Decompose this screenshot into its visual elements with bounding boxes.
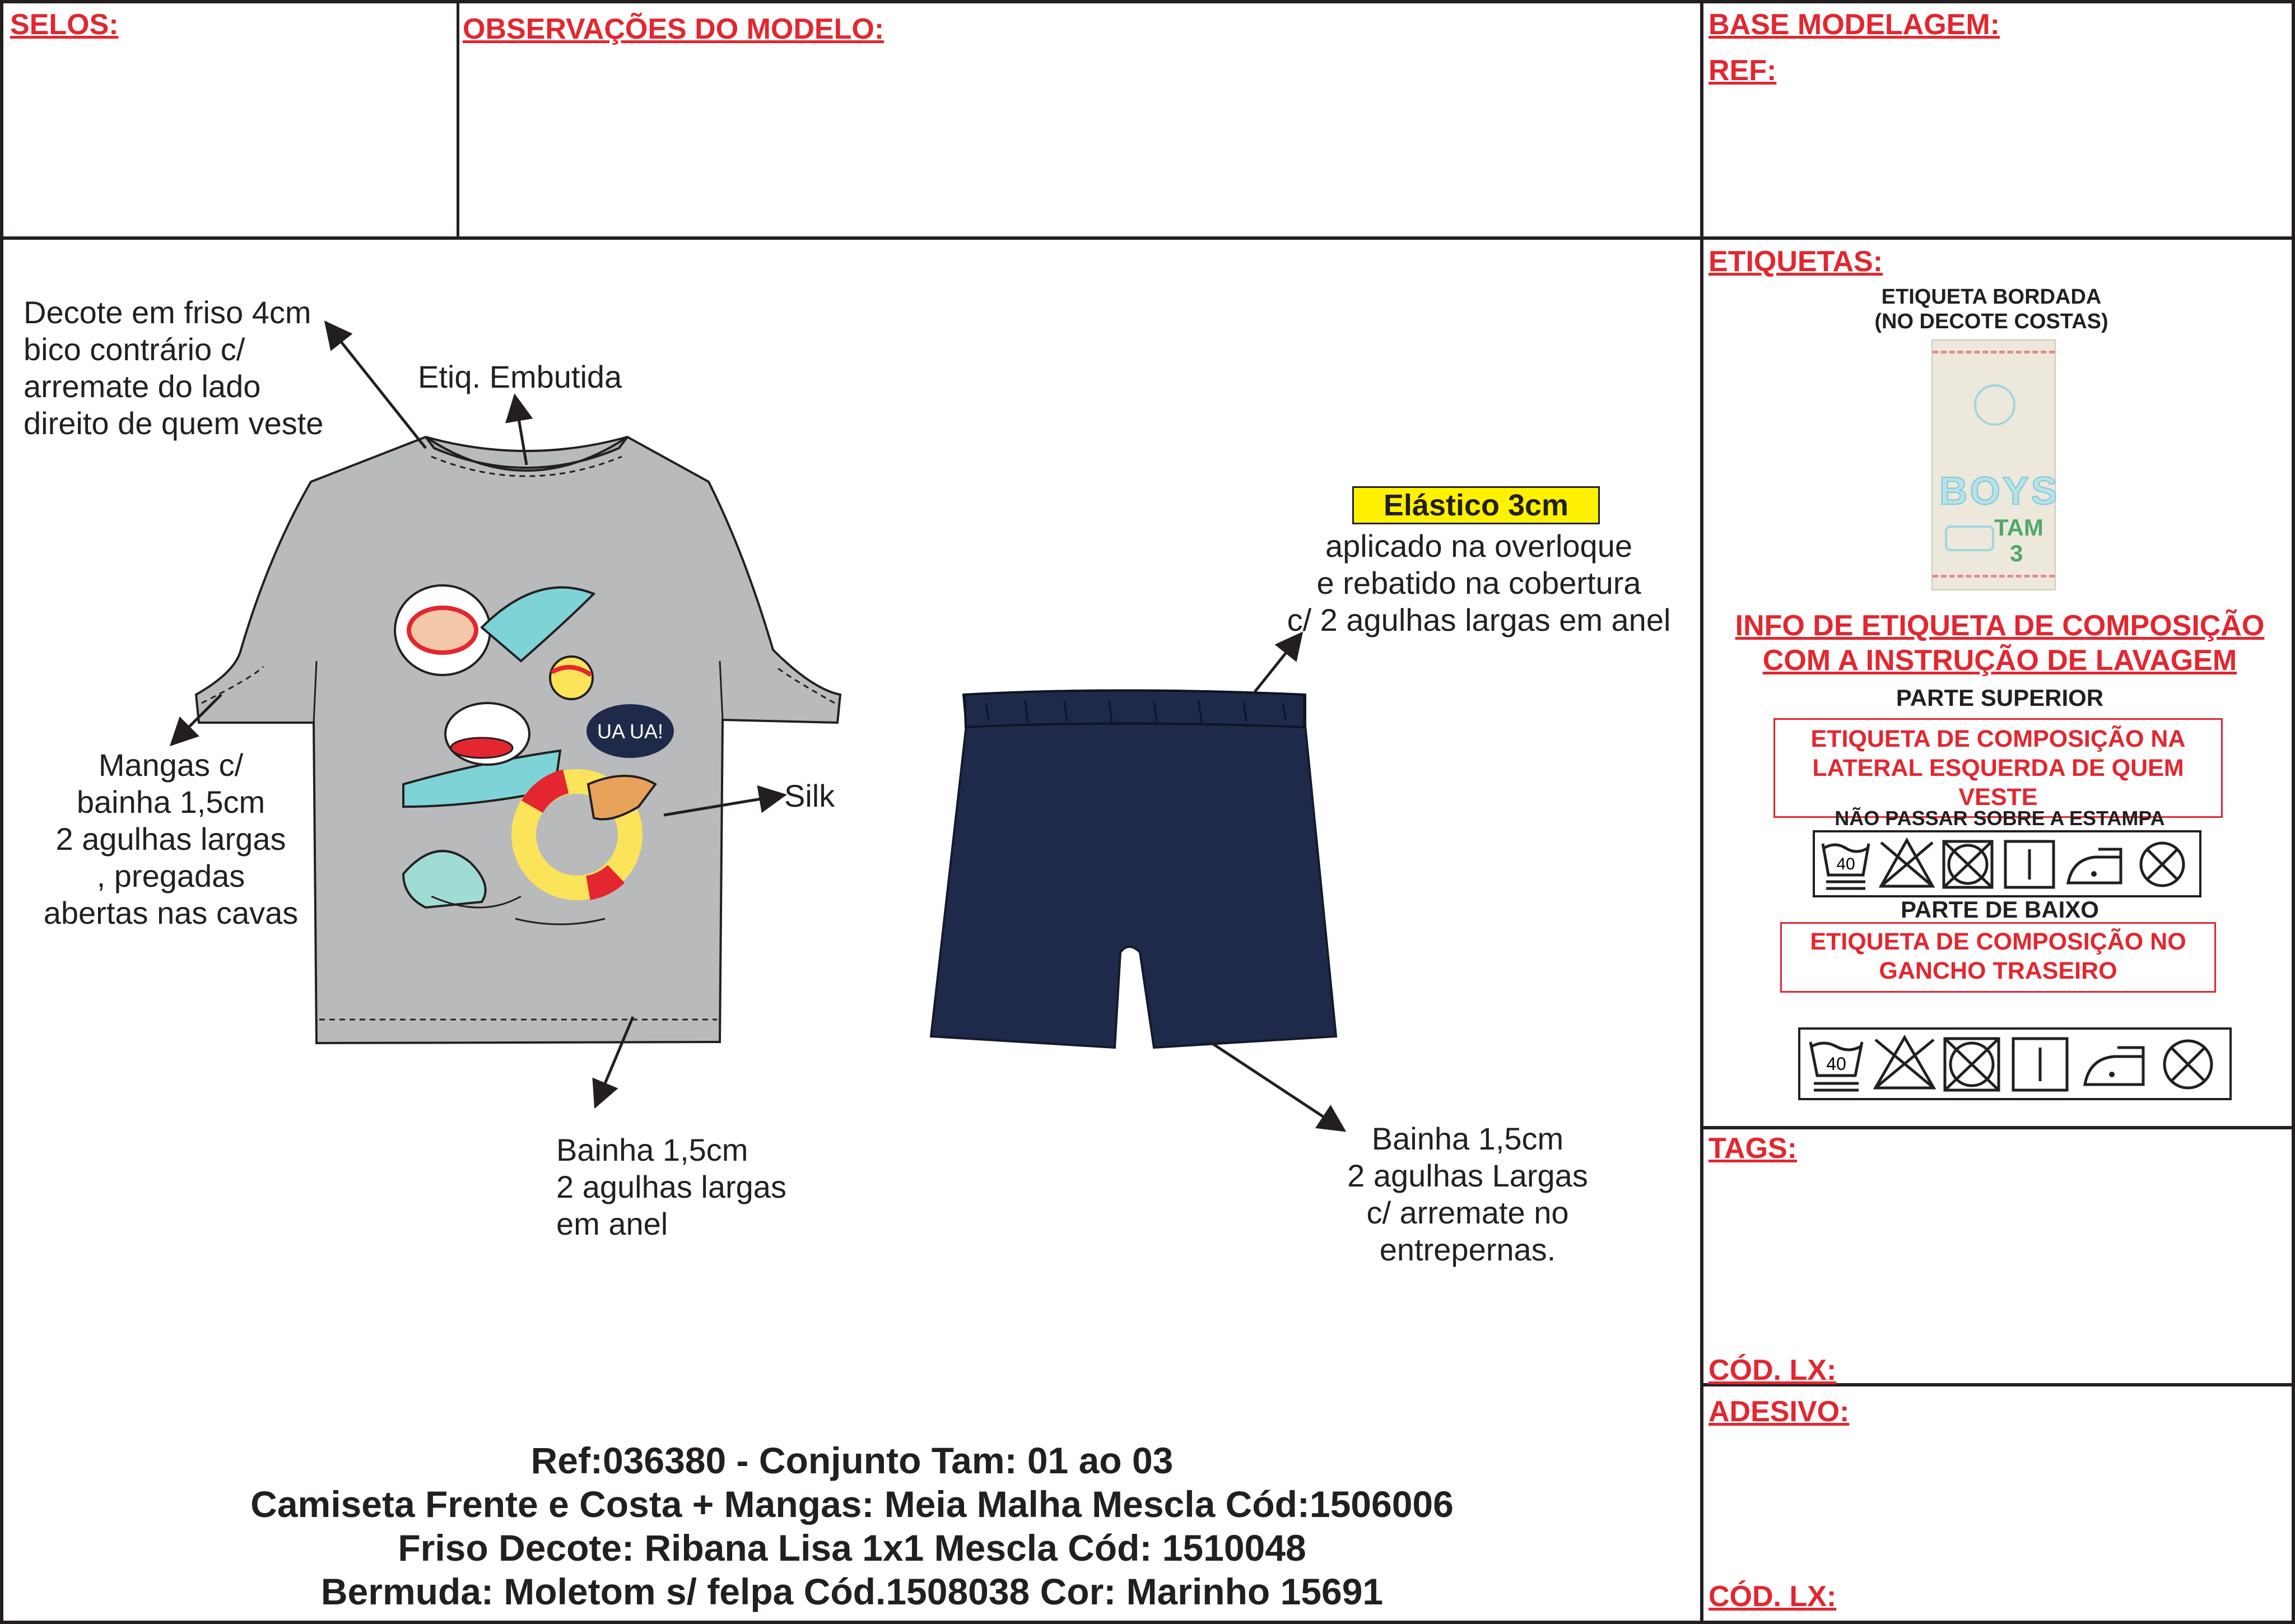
annotation-silk: Silk	[784, 778, 835, 813]
decote-line3: arremate do lado	[24, 369, 261, 404]
label-boys: BOYS	[1939, 469, 2060, 513]
parte-superior-label: PARTE SUPERIOR	[1896, 685, 2104, 711]
iron-low-icon	[2068, 849, 2121, 883]
care-symbols-bottom	[1798, 1027, 2232, 1100]
footer-spec	[3, 1439, 1701, 1613]
iron-dot-2	[2109, 1072, 2115, 1077]
etiqueta-bordada-line1: ETIQUETA BORDADA	[1881, 285, 2102, 309]
comp-superior-box	[1773, 718, 2223, 818]
adesivo-label: ADESIVO:	[1709, 1395, 1850, 1428]
right-panel-divider	[1700, 0, 1703, 1624]
iron-low-icon-2	[2085, 1048, 2143, 1085]
footer-line1: Ref:036380 - Conjunto Tam: 01 ao 03	[530, 1440, 1174, 1481]
selos-label: SELOS:	[10, 8, 119, 41]
care-symbols-bottom-svg	[1800, 1030, 2229, 1098]
info-etiqueta-title	[1714, 608, 2285, 678]
shorts-body	[931, 691, 1336, 1048]
no-dry-clean-icon	[2141, 843, 2184, 886]
decote-line2: bico contrário c/	[24, 332, 245, 367]
footer-line3: Friso Decote: Ribana Lisa 1x1 Mescla Cód: 1510048	[398, 1527, 1306, 1569]
line-dry-icon-2	[2013, 1039, 2067, 1090]
parte-baixo-label: PARTE DE BAIXO	[1901, 896, 2099, 923]
label-size: 3	[2010, 540, 2023, 566]
comp-superior-line3: VESTE	[1958, 784, 2038, 811]
comp-superior-line2: LATERAL ESQUERDA DE QUEM	[1812, 755, 2184, 781]
wash-temp-text-2: 40	[1826, 1054, 1846, 1074]
line-dry-icon	[2005, 841, 2054, 887]
wash-temp-text: 40	[1836, 855, 1855, 873]
annotation-decote	[24, 294, 323, 442]
comp-baixo-box	[1780, 922, 2216, 993]
speech-bubble-text: UA UA!	[597, 720, 664, 743]
annotation-bainha-bermuda	[1294, 1120, 1641, 1268]
mangas-line5: abertas nas cavas	[43, 895, 299, 930]
label-stitch-bottom	[1933, 575, 2055, 578]
etiquetas-label: ETIQUETAS:	[1709, 245, 1883, 278]
no-bleach-icon	[1881, 840, 1933, 886]
annotation-mangas	[22, 747, 319, 932]
label-logo-circle	[1974, 384, 2015, 426]
label-car-icon	[1945, 525, 1994, 551]
bainha-camiseta-line2: 2 agulhas largas	[556, 1169, 786, 1204]
no-tumble-dry-icon	[1944, 841, 1992, 887]
label-tam: TAM	[1994, 514, 2043, 541]
bainha-bermuda-line3: c/ arremate no	[1366, 1195, 1569, 1230]
elastico-line1: aplicado na overloque	[1325, 528, 1632, 564]
border-right	[2292, 0, 2295, 1624]
tshirt	[196, 437, 840, 1043]
comp-baixo-line2: GANCHO TRASEIRO	[1879, 957, 2117, 984]
elastico-line3: c/ 2 agulhas largas em anel	[1287, 602, 1671, 637]
footer-line4: Bermuda: Moletom s/ felpa Cód.1508038 Cor: Marinho 15691	[320, 1571, 1384, 1612]
annotation-etiq: Etiq. Embutida	[418, 359, 622, 394]
nao-passar-label: NÃO PASSAR SOBRE A ESTAMPA	[1835, 807, 2165, 830]
base-modelagem-label: BASE MODELAGEM:	[1709, 8, 2000, 41]
info-title-line1: INFO DE ETIQUETA DE COMPOSIÇÃO	[1735, 609, 2265, 642]
label-stitch-top	[1933, 351, 2055, 353]
tags-label: TAGS:	[1709, 1132, 1797, 1165]
annotation-elastico	[1255, 528, 1703, 639]
bainha-bermuda-line1: Bainha 1,5cm	[1371, 1121, 1564, 1156]
bainha-camiseta-line3: em anel	[556, 1206, 668, 1241]
mangas-line3: 2 agulhas largas	[55, 821, 286, 857]
observacoes-label: OBSERVAÇÕES DO MODELO:	[463, 13, 885, 45]
decote-line4: direito de quem veste	[24, 406, 324, 441]
info-title-line2: COM A INSTRUÇÃO DE LAVAGEM	[1762, 644, 2237, 677]
no-bleach-icon-2	[1875, 1037, 1934, 1088]
elastico-highlight: Elástico 3cm	[1352, 486, 1600, 524]
bainha-bermuda-line4: entrepernas.	[1379, 1232, 1556, 1267]
care-symbols-top	[1813, 830, 2201, 897]
arrow-decote	[328, 325, 426, 448]
arrow-bainha-bermuda	[1210, 1042, 1342, 1129]
border-bottom	[0, 1621, 2295, 1624]
decote-line1: Decote em friso 4cm	[24, 295, 311, 330]
no-dry-clean-icon-2	[2164, 1041, 2212, 1088]
mangas-line4: , pregadas	[96, 858, 245, 894]
ref-label: REF:	[1709, 54, 1777, 87]
annotation-bainha-camiseta	[556, 1132, 786, 1243]
comp-baixo-line1: ETIQUETA DE COMPOSIÇÃO NO	[1810, 928, 2186, 955]
print-ball	[550, 657, 593, 699]
tags-divider	[1700, 1126, 2295, 1129]
cod-lx-label-2: CÓD. LX:	[1709, 1580, 1837, 1613]
comp-superior-line1: ETIQUETA DE COMPOSIÇÃO NA	[1810, 725, 2186, 752]
mangas-line2: bainha 1,5cm	[76, 784, 266, 820]
elastico-line2: e rebatido na cobertura	[1316, 565, 1641, 601]
etiqueta-bordada-line2: (NO DECOTE COSTAS)	[1874, 310, 2108, 333]
shorts-waistband	[965, 691, 1304, 728]
etiqueta-bordada-text	[1793, 285, 2190, 334]
embroidered-label	[1931, 339, 2060, 590]
footer-line2: Camiseta Frente e Costa + Mangas: Meia Malha Mescla Cód:1506006	[250, 1483, 1454, 1525]
shorts	[931, 691, 1336, 1048]
bainha-camiseta-line1: Bainha 1,5cm	[556, 1132, 748, 1167]
cod-lx-label-1: CÓD. LX:	[1709, 1354, 1837, 1386]
no-tumble-dry-icon-2	[1945, 1039, 1999, 1090]
care-symbols-top-svg	[1815, 832, 2199, 895]
mangas-line1: Mangas c/	[98, 747, 244, 783]
bainha-bermuda-line2: 2 agulhas Largas	[1347, 1158, 1588, 1193]
arrow-elastico	[1255, 636, 1300, 692]
iron-dot	[2091, 871, 2097, 877]
